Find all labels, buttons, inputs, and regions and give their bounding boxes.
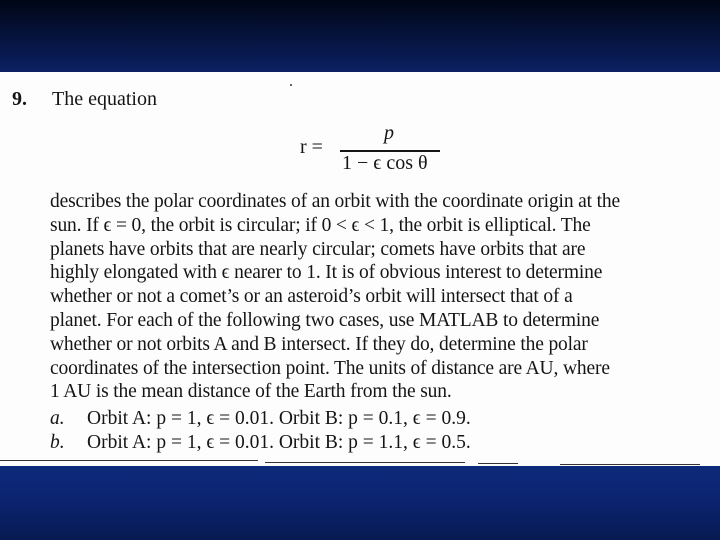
paragraph-line: highly elongated with ϵ nearer to 1. It is of obvious interest to determine	[50, 262, 603, 284]
case-b	[50, 432, 471, 454]
case-a	[50, 408, 471, 430]
paragraph-line: whether or not a comet’s or an asteroid’s orbit will intersect that of a	[50, 286, 573, 308]
problem-intro: The equation	[52, 88, 157, 110]
case-text: Orbit A: p = 1, ϵ = 0.01. Orbit B: p = 1.1, ϵ = 0.5.	[87, 432, 471, 453]
case-label: a.	[50, 408, 65, 429]
problem-number: 9.	[12, 88, 27, 110]
problem-paragraph	[50, 190, 700, 404]
scan-edge-line	[0, 460, 258, 461]
paragraph-line: planets have orbits that are nearly circular; comets have orbits that are	[50, 238, 586, 260]
slide-top-band	[0, 0, 720, 72]
case-text: Orbit A: p = 1, ϵ = 0.01. Orbit B: p = 0.1, ϵ = 0.9.	[87, 408, 471, 429]
scanned-textbook-page	[0, 72, 720, 466]
paragraph-line: coordinates of the intersection point. The units of distance are AU, where	[50, 357, 610, 379]
scan-edge-line	[560, 464, 700, 465]
paragraph-line: whether or not orbits A and B intersect. If they do, determine the polar	[50, 333, 588, 355]
paragraph-line: sun. If ϵ = 0, the orbit is circular; if 0 < ϵ < 1, the orbit is elliptical. The	[50, 214, 591, 236]
scan-speck	[290, 84, 292, 86]
paragraph-line: planet. For each of the following two cases, use MATLAB to determine	[50, 309, 600, 331]
orbit-equation	[300, 122, 460, 178]
slide-bottom-band	[0, 466, 720, 540]
scan-edge-line	[478, 463, 518, 464]
equation-lhs: r =	[300, 136, 323, 158]
equation-denominator: 1 − ϵ cos θ	[342, 152, 428, 174]
case-label: b.	[50, 432, 65, 453]
equation-numerator: p	[384, 122, 394, 144]
paragraph-line: describes the polar coordinates of an orbit with the coordinate origin at the	[50, 191, 621, 212]
paragraph-line: 1 AU is the mean distance of the Earth from the sun.	[50, 381, 452, 403]
scan-edge-line	[265, 462, 465, 463]
